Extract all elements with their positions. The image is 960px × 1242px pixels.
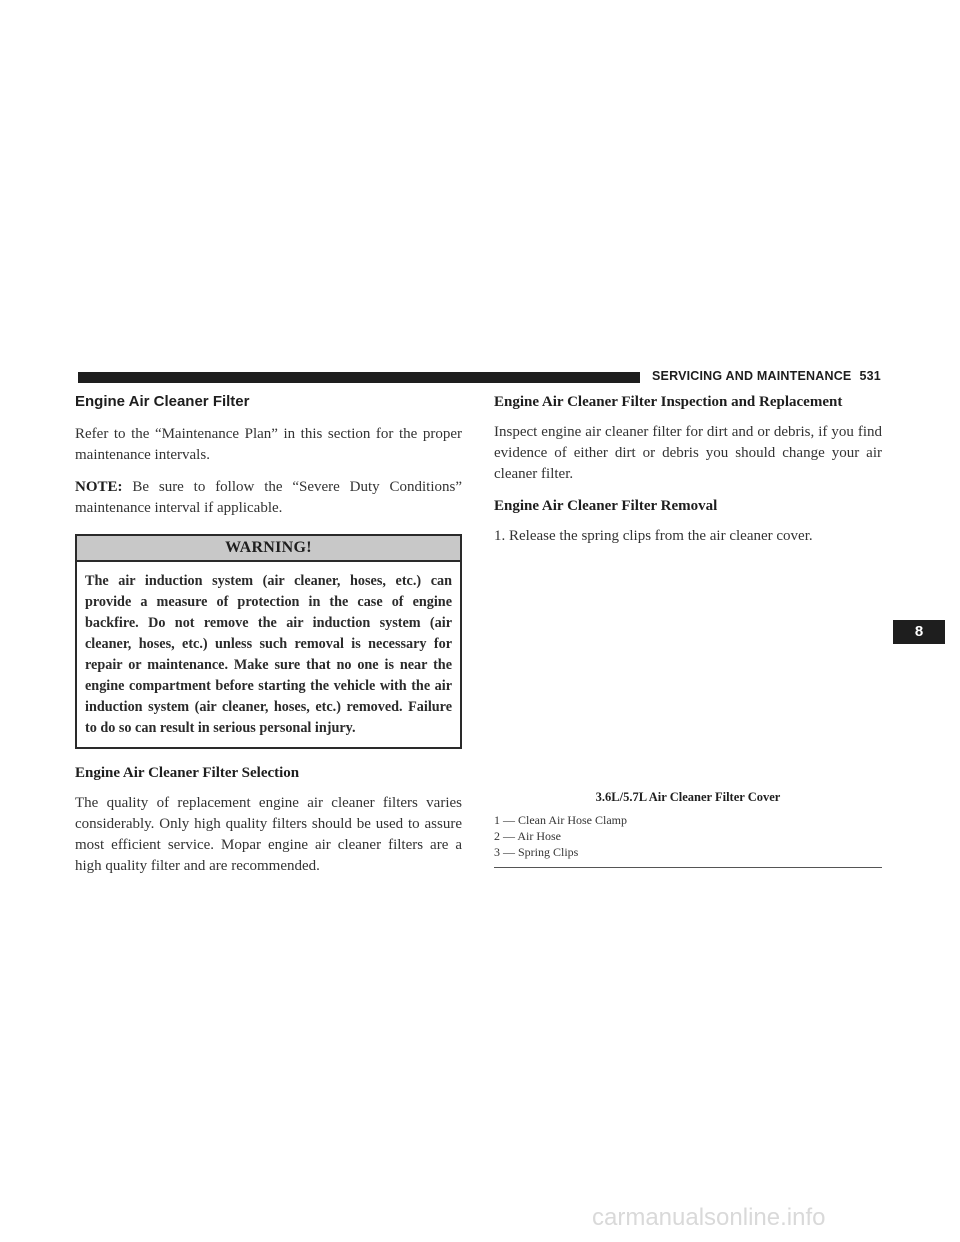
figure-rule <box>494 867 882 868</box>
figure-caption: 3.6L/5.7L Air Cleaner Filter Cover <box>595 790 781 804</box>
selection-paragraph: The quality of replacement engine air cleaner filters varies considerably. Only high quality filters should be used to assure most efficient service. Mopar engine air cleaner filters are a high quality filter and are recommended. <box>75 795 462 874</box>
warning-title: WARNING! <box>77 536 460 562</box>
legend-item: 3 — Spring Clips <box>494 845 579 859</box>
legend-item: 2 — Air Hose <box>494 829 561 843</box>
note-text: Be sure to follow the “Severe Duty Conditions” maintenance interval if applicable. <box>75 479 462 516</box>
figure-legend <box>494 812 882 860</box>
warning-text: The air induction system (air cleaner, hoses, etc.) can provide a measure of protection in the case of engine backfire. Do not remove the air induction system (air cleaner, hoses, etc.) unless such removal is necessary for repair or maintenance. Make sure that no one is near the engine compartment before starting the vehicle with the air induction system (air cleaner, hoses, etc.) removed. Failure to do so can result in serious personal injury. <box>85 573 452 736</box>
right-column <box>494 392 882 868</box>
note-paragraph <box>75 477 462 519</box>
note-label: NOTE: <box>75 479 123 495</box>
step-1: 1. Release the spring clips from the air cleaner cover. <box>494 528 813 544</box>
inspection-paragraph: Inspect engine air cleaner filter for dirt and or debris, if you find evidence of either dirt or debris you should change your air cleaner filter. <box>494 424 882 482</box>
left-column <box>75 392 462 888</box>
section-tab: 8 <box>893 620 945 644</box>
intro-paragraph: Refer to the “Maintenance Plan” in this section for the proper maintenance intervals. <box>75 426 462 463</box>
inspection-heading: Engine Air Cleaner Filter Inspection and Replacement <box>494 394 843 410</box>
figure-area <box>494 558 882 790</box>
selection-heading: Engine Air Cleaner Filter Selection <box>75 765 300 781</box>
removal-heading: Engine Air Cleaner Filter Removal <box>494 498 718 514</box>
running-header <box>652 369 881 383</box>
legend-item: 1 — Clean Air Hose Clamp <box>494 813 627 827</box>
warning-box <box>75 534 462 749</box>
section-heading: Engine Air Cleaner Filter <box>75 393 250 410</box>
header-bar <box>78 372 640 383</box>
watermark: carmanualsonline.info <box>592 1204 826 1231</box>
section-title: SERVICING AND MAINTENANCE <box>652 369 852 383</box>
page-number: 531 <box>859 369 881 383</box>
